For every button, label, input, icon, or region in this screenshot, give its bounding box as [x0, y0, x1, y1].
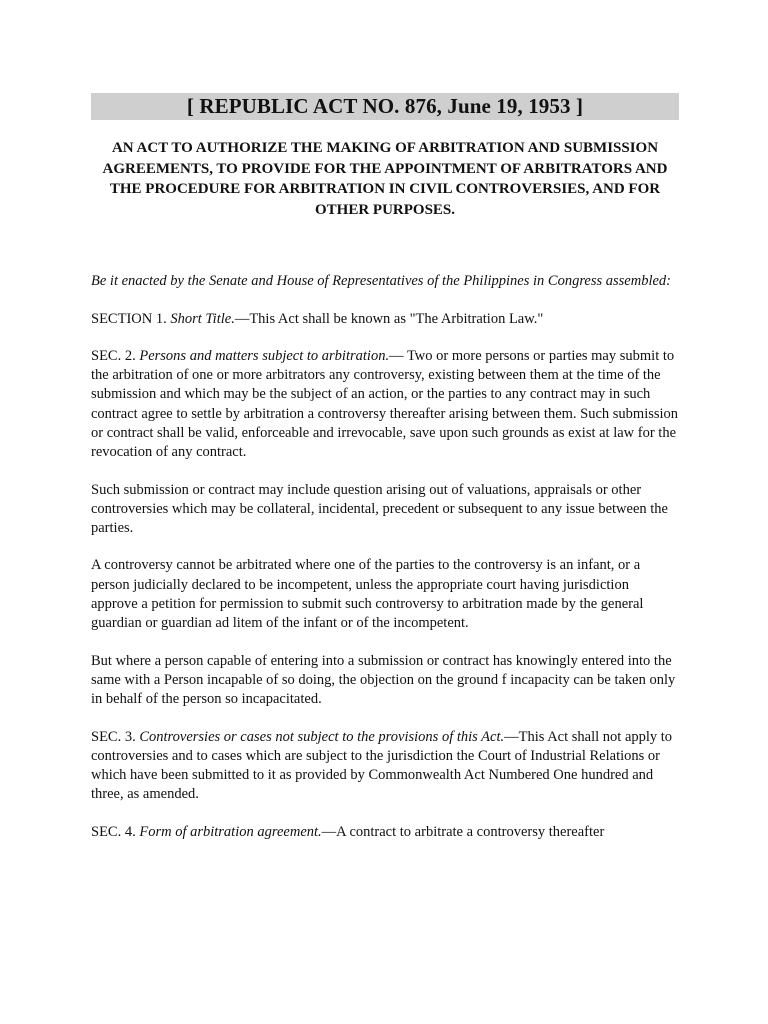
- section-text: —This Act shall not apply to controversies and to cases which are subject to the jurisdiction the Court of Industrial Relations or which have been submitted to it as provided by Commonwealth Act Numbered One hundred and three, as amended.: [91, 728, 673, 803]
- section-subtitle: Form of arbitration agreement.: [139, 823, 322, 840]
- section-2: [91, 347, 679, 463]
- document-page: [91, 93, 679, 842]
- section-4: [91, 823, 679, 842]
- section-1: [91, 310, 679, 329]
- paragraph-text: A controversy cannot be arbitrated where one of the parties to the controversy is an infant, or a person judicially declared to be incompetent, unless the appropriate court having jurisdiction approve a petition for permission to submit such controversy to arbitration made by the general guardian or guardian ad litem of the infant or of the incompetent.: [91, 557, 644, 632]
- section-text: —A contract to arbitrate a controversy thereafter: [321, 823, 605, 840]
- section-text: — Two or more persons or parties may submit to the arbitration of one or more arbitrators any controversy, existing between them at the time of the submission and which may be the subject of an action, or the parties to any contract may in such contract agree to settle by arbitration a controversy thereafter arising between them. Such submission or contract shall be valid, enforceable and irrevocable, save upon such grounds as exist at law for the revocation of any contract.: [91, 347, 679, 461]
- section-subtitle: Controversies or cases not subject to the provisions of this Act.: [139, 728, 505, 745]
- section-3: [91, 728, 679, 805]
- enacting-clause: Be it enacted by the Senate and House of Representatives of the Philippines in Congress assembled:: [91, 273, 672, 289]
- section-lead: SEC. 2.: [91, 347, 140, 364]
- section-lead: SECTION 1.: [91, 310, 171, 327]
- section-subtitle: Short Title.: [170, 310, 235, 327]
- section-subtitle: Persons and matters subject to arbitration.: [139, 347, 390, 364]
- section-text: —This Act shall be known as "The Arbitration Law.": [234, 310, 544, 327]
- section-lead: SEC. 4.: [91, 823, 140, 840]
- act-heading: AN ACT TO AUTHORIZE THE MAKING OF ARBITRATION AND SUBMISSION AGREEMENTS, TO PROVIDE FOR THE APPOINTMENT OF ARBITRATORS AND THE PROCEDURE FOR ARBITRATION IN CIVIL CONTROVERSIES, AND FOR OTHER PURPOSES.: [102, 140, 668, 218]
- act-title: [ REPUBLIC ACT NO. 876, June 19, 1953 ]: [91, 93, 679, 120]
- section-2-paragraph-4: [91, 652, 679, 710]
- paragraph-text: Such submission or contract may include question arising out of valuations, appraisals or other controversies which may be collateral, incidental, precedent or subsequent to any issue between the parties.: [91, 481, 668, 537]
- section-lead: SEC. 3.: [91, 728, 140, 745]
- paragraph-text: But where a person capable of entering into a submission or contract has knowingly entered into the same with a Person incapable of so doing, the objection on the ground f incapacity can be taken only in behalf of the person so incapacitated.: [91, 652, 676, 708]
- section-2-paragraph-2: [91, 481, 679, 539]
- section-2-paragraph-3: [91, 556, 679, 633]
